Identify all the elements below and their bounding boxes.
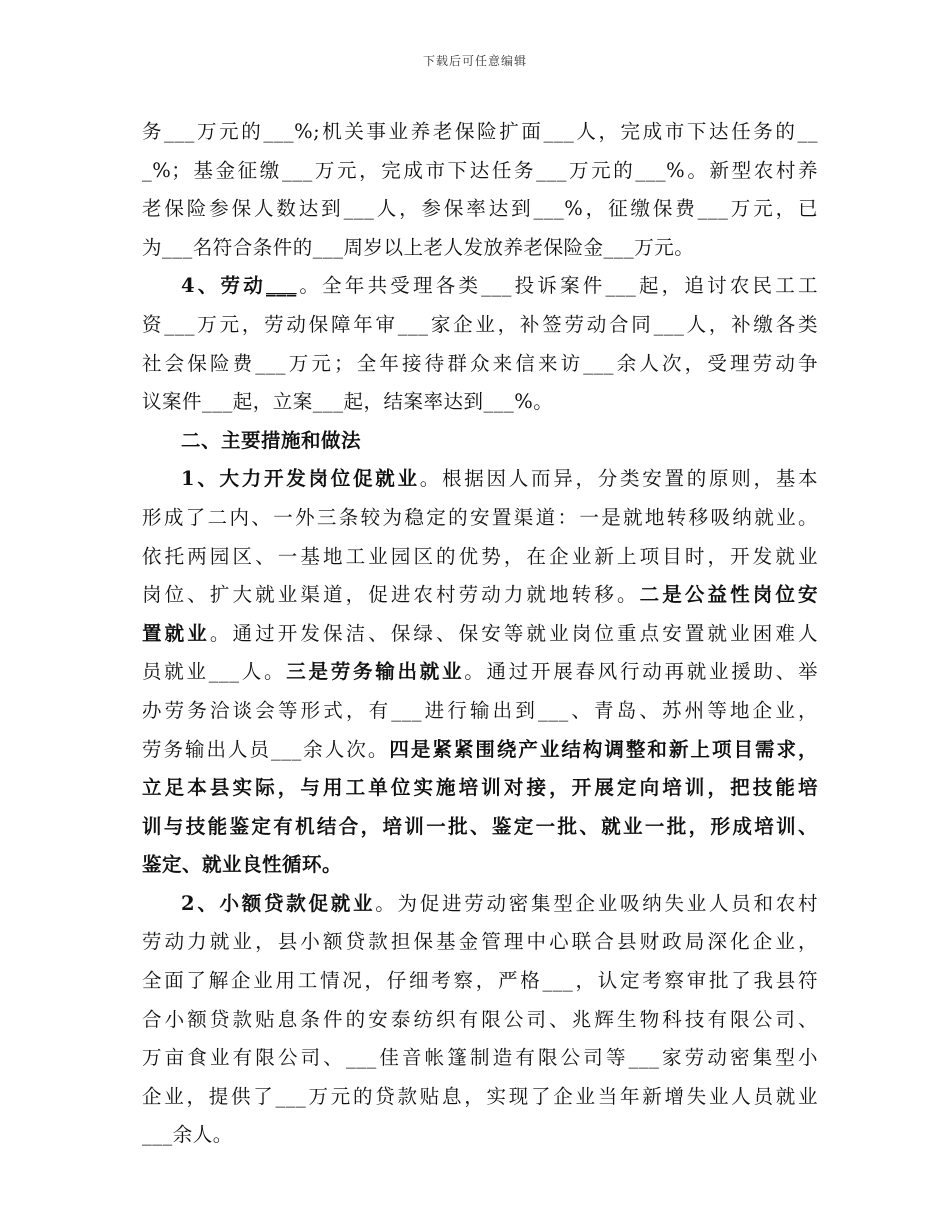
text-line: 议案件___起，立案___起，结案率达到___%。 — [142, 390, 554, 414]
text-line: _%；基金征缴___万元，完成市下达任务___万元的___%。新型农村养 — [142, 158, 818, 182]
bold-text-segment: 立足本县实际，与用工单位实施培训对接，开展定向培训，把技能培 — [142, 776, 818, 800]
text-line: 老保险参保人数达到___人，参保率达到___%，征缴保费___万元，已 — [142, 197, 818, 221]
text-line: 办劳务洽谈会等形式，有___进行输出到___、青岛、苏州等地企业， — [142, 698, 818, 722]
text-line — [142, 731, 818, 770]
text-segment: 劳务输出人员___余人次。 — [142, 737, 390, 761]
bold-text-segment: 鉴定、就业良性循环。 — [142, 853, 343, 877]
text-line: 企业，提供了___万元的贷款贴息，实现了企业当年新增失业人员就业 — [142, 1084, 818, 1108]
bold-text-segment: 4、劳动 — [181, 274, 266, 298]
text-segment: 员就业___人。 — [142, 660, 287, 684]
text-line: 务___万元的___%;机关事业养老保险扩面___人，完成市下达任务的__ — [142, 120, 818, 143]
bold-text-segment: 置就业 — [142, 621, 210, 645]
text-line — [142, 422, 818, 461]
text-segment: 。全年共受理各类___投诉案件___起，追讨农民工工 — [296, 274, 818, 298]
text-line — [142, 653, 818, 692]
bold-text-segment: 2、小额贷款促就业 — [181, 891, 376, 915]
page-header: 下载后可任意编辑 — [422, 54, 527, 68]
text-segment: 。为促进劳动密集型企业吸纳失业人员和农村 — [375, 891, 818, 915]
text-line: 社会保险费___万元；全年接待群众来信来访___余人次，受理劳动争 — [142, 351, 818, 375]
text-segment: 。通过开展春风行动再就业援助、举 — [464, 660, 818, 684]
bold-text-segment: 二、主要措施和做法 — [181, 428, 362, 452]
text-line — [142, 267, 818, 306]
bold-text-segment: 1、大力开发岗位促就业 — [181, 467, 420, 491]
bold-text-segment: 二是公益性岗位安 — [639, 583, 818, 607]
bold-text-segment: 四是紧紧围绕产业结构调整和新上项目需求， — [389, 737, 818, 761]
text-line — [142, 615, 818, 654]
text-line: 劳动力就业，县小额贷款担保基金管理中心联合县财政局深化企业， — [142, 930, 818, 954]
text-line — [142, 885, 818, 924]
text-line: 全面了解企业用工情况，仔细考察，严格___，认定考察审批了我县符 — [142, 969, 818, 993]
text-line: 万亩食业有限公司、___佳音帐篷制造有限公司等___家劳动密集型小 — [142, 1046, 818, 1070]
text-line: 合小额贷款贴息条件的安泰纺织有限公司、兆辉生物科技有限公司、 — [142, 1007, 818, 1031]
text-segment: 岗位、扩大就业渠道，促进农村劳动力就地转移。 — [142, 583, 640, 607]
text-segment: 。根据因人而异，分类安置的原则，基本 — [419, 467, 818, 491]
text-line — [142, 808, 818, 847]
bold-text-segment: 三是劳务输出就业 — [286, 660, 465, 684]
text-line — [142, 460, 818, 499]
text-line: 资___万元，劳动保障年审___家企业，补签劳动合同___人，补缴各类 — [142, 312, 818, 336]
text-line — [142, 846, 818, 885]
bold-text-segment: 训与技能鉴定有机结合，培训一批、鉴定一批、就业一批，形成培训、 — [142, 814, 818, 838]
text-line — [142, 576, 818, 615]
text-line — [142, 769, 818, 808]
bold-text-segment: ___ — [265, 274, 297, 298]
document-body — [142, 113, 818, 1155]
text-line: 依托两园区、一基地工业园区的优势，在企业新上项目时，开发就业 — [142, 544, 818, 568]
text-line: 形成了二内、一外三条较为稳定的安置渠道：一是就地转移吸纳就业。 — [142, 505, 818, 529]
text-segment: 。通过开发保洁、保绿、保安等就业岗位重点安置就业困难人 — [209, 621, 818, 645]
text-line: ___余人。 — [142, 1123, 233, 1147]
text-line: 为___名符合条件的___周岁以上老人发放养老保险金___万元。 — [142, 235, 695, 259]
